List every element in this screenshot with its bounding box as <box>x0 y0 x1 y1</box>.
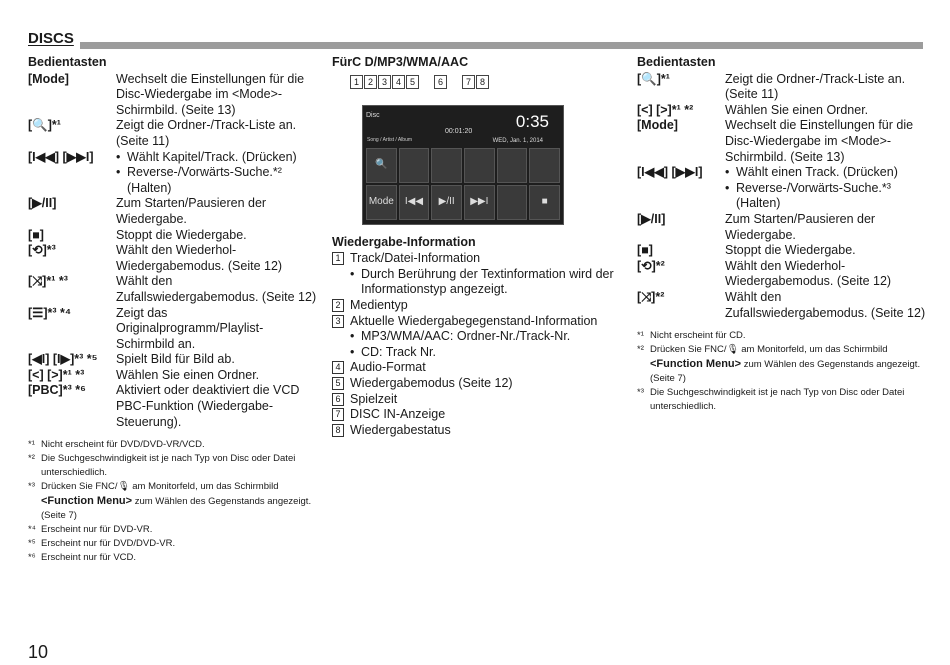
empty-button[interactable] <box>497 148 528 183</box>
number-box: 3 <box>332 315 344 328</box>
control-description: Wechselt die Einstellungen für die Disc-Wiedergabe im <Mode>-Schirmbild. (Seite 13) <box>725 118 914 164</box>
control-key: [◀I] [I▶]*³ *⁵ <box>28 352 98 367</box>
callout-box: 3 <box>378 75 391 89</box>
callout-box: 1 <box>350 75 363 89</box>
bullet-text: Wählt einen Track. (Drücken) <box>736 165 898 180</box>
control-description: Spielt Bild für Bild ab. <box>116 352 235 367</box>
control-row <box>28 150 318 197</box>
control-key: [I◀◀] [▶▶I] <box>28 149 94 164</box>
control-key: [⟲]*² <box>637 258 665 273</box>
info-item-number <box>332 407 350 423</box>
callout-box: 5 <box>406 75 419 89</box>
info-item-text: Track/Datei-Information <box>350 251 481 266</box>
control-key: [🔍]*¹ <box>637 71 670 86</box>
search-button[interactable] <box>366 148 397 183</box>
bullet-mark: • <box>116 149 121 164</box>
empty-button[interactable] <box>399 148 430 183</box>
info-item-number <box>332 376 350 392</box>
bullet-mark: • <box>350 266 355 281</box>
footnote-mark: *⁶ <box>28 552 36 564</box>
column-controls-dvd <box>28 55 318 565</box>
control-description: Aktiviert oder deaktiviert die VCD PBC-Funktion (Wiedergabe-Steuerung). <box>116 383 300 429</box>
control-row <box>637 72 927 103</box>
control-key: [■] <box>637 243 653 258</box>
footnote-mark: *² <box>28 453 35 465</box>
function-menu-label: <Function Menu> <box>41 495 133 508</box>
control-row <box>28 383 318 430</box>
clock: 0:35 <box>515 111 549 131</box>
footnote-text <box>650 343 927 386</box>
info-item-number <box>332 251 350 298</box>
info-item-body <box>350 251 622 298</box>
footnote-text <box>650 386 927 414</box>
control-key: [I◀◀] [▶▶I] <box>637 165 703 180</box>
control-key: [☰]*³ *⁴ <box>28 305 72 320</box>
disc-label: Disc <box>366 111 380 119</box>
control-description: Stoppt die Wiedergabe. <box>725 243 856 258</box>
footnote-text <box>41 523 318 537</box>
bullet-mark: • <box>116 165 121 180</box>
info-item <box>332 298 622 314</box>
footnote-text-part: Drücken Sie FNC/🎙 am Monitorfeld, um das Schirmbild <box>41 481 279 493</box>
search-icon: 🔍 <box>375 159 388 171</box>
number-box: 6 <box>332 393 344 406</box>
bullet-mark: • <box>725 165 730 180</box>
control-key: [⤨]*² <box>637 289 665 304</box>
footnotes <box>28 438 318 565</box>
bullet-item <box>725 165 927 181</box>
info-item-body <box>350 314 622 361</box>
callout-box: 7 <box>462 75 475 89</box>
track-info[interactable]: Song / Artist / Album <box>367 136 413 143</box>
control-description: Zeigt das Originalprogramm/Playlist-Schirmbild an. <box>116 305 264 351</box>
control-key: [Mode] <box>637 118 678 133</box>
bullet-item <box>350 267 622 298</box>
bullet-mark: • <box>350 344 355 359</box>
bullet-text: Reverse-/Vorwärts-Suche.*³ (Halten) <box>736 180 891 211</box>
column-controls-cd <box>637 55 927 414</box>
footnote-text-part: zum Wählen des Gegenstands angezeigt. (Seite 7) <box>650 359 921 385</box>
control-row <box>28 352 318 368</box>
footnote-text-part: Die Suchgeschwindigkeit ist je nach Typ von Disc oder Datei unterschiedlich. <box>650 387 905 413</box>
page-number: 10 <box>28 642 49 662</box>
footnote <box>28 551 318 565</box>
button-grid <box>366 148 560 220</box>
control-description: Wählen Sie einen Ordner. <box>725 102 869 117</box>
control-key: [■] <box>28 227 44 242</box>
footnote-text <box>41 452 318 480</box>
screen-diagram <box>332 75 572 225</box>
stop-button[interactable] <box>529 185 560 220</box>
control-row <box>637 290 927 321</box>
control-description: Stoppt die Wiedergabe. <box>116 227 247 242</box>
footnote <box>28 452 318 480</box>
number-box: 5 <box>332 377 344 390</box>
info-item-number <box>332 423 350 439</box>
control-description: Zum Starten/Pausieren der Wiedergabe. <box>725 211 876 242</box>
info-item <box>332 423 622 439</box>
footnote-text <box>41 480 318 523</box>
control-row <box>28 306 318 353</box>
footnote-mark: *³ <box>637 387 644 399</box>
info-item-text: DISC IN-Anzeige <box>350 407 446 422</box>
footnote-text-part: Erscheint nur für DVD/DVD-VR. <box>41 538 176 550</box>
footnote-text <box>650 329 927 343</box>
control-key: [<] [>]*¹ *² <box>637 102 694 117</box>
footnote-mark: *¹ <box>637 330 644 342</box>
control-description: Wählt den Zufallswiedergabemodus. (Seite 12) <box>116 274 317 304</box>
bullet-text: Durch Berührung der Textinformation wird der Informationstyp angezeigt. <box>361 266 614 297</box>
control-description: Zeigt die Ordner-/Track-Liste an. (Seite 11) <box>116 118 297 148</box>
info-item-number <box>332 314 350 361</box>
number-box: 8 <box>332 424 344 437</box>
footnote <box>637 386 927 414</box>
footnote <box>637 329 927 343</box>
bullet-item <box>116 150 318 166</box>
footnote-text-part: Nicht erscheint für DVD/DVD-VR/VCD. <box>41 439 205 451</box>
footnote <box>28 480 318 523</box>
info-item-text: Medientyp <box>350 297 408 312</box>
bullet-item <box>725 181 927 212</box>
bullet-text: CD: Track Nr. <box>361 344 437 359</box>
control-description <box>116 150 318 197</box>
control-row <box>637 165 927 212</box>
callout-box: 8 <box>476 75 489 89</box>
footnote-mark: *³ <box>28 481 35 493</box>
callout-numbers <box>350 75 550 91</box>
number-box: 1 <box>332 252 344 265</box>
info-item-number <box>332 298 350 314</box>
control-description: Zum Starten/Pausieren der Wiedergabe. <box>116 196 267 226</box>
info-item-text: Aktuelle Wiedergabegegenstand-Information <box>350 313 598 328</box>
play-pause-button[interactable] <box>431 185 462 220</box>
playback-screen <box>362 105 564 225</box>
play-pause-icon: ▶/II <box>438 196 455 208</box>
bullet-mark: • <box>350 329 355 344</box>
info-item <box>332 251 622 298</box>
info-item <box>332 392 622 408</box>
footnote-text <box>41 438 318 452</box>
bullet-item <box>350 329 622 345</box>
footnote <box>28 537 318 551</box>
footnote-text <box>41 537 318 551</box>
info-item-number <box>332 360 350 376</box>
empty-button[interactable] <box>497 185 528 220</box>
info-item-body <box>350 423 622 439</box>
info-item-text: Wiedergabestatus <box>350 422 451 437</box>
control-description: Wählt den Zufallswiedergabemodus. (Seite 12) <box>725 289 926 320</box>
control-row <box>637 259 927 290</box>
control-key: [🔍]*¹ <box>28 118 61 133</box>
control-key: [⟲]*³ <box>28 243 56 258</box>
control-row <box>637 212 927 243</box>
column-cd-info <box>332 55 622 438</box>
footnote-text-part: Drücken Sie FNC/🎙 am Monitorfeld, um das Schirmbild <box>650 344 888 356</box>
info-item-body <box>350 376 622 392</box>
control-row <box>28 228 318 244</box>
footnote <box>28 438 318 452</box>
control-description: Wählt den Wiederhol-Wiedergabemodus. (Seite 12) <box>116 243 283 273</box>
footnote-mark: *⁵ <box>28 538 36 550</box>
control-key: [▶/II] <box>637 211 666 226</box>
info-item-body <box>350 360 622 376</box>
control-description: Wählen Sie einen Ordner. <box>116 367 260 382</box>
footnote-text-part: Erscheint nur für DVD-VR. <box>41 524 153 536</box>
empty-button[interactable] <box>529 148 560 183</box>
control-row <box>637 118 927 165</box>
info-item-body <box>350 392 622 408</box>
footnote-text <box>41 551 318 565</box>
info-item <box>332 314 622 361</box>
number-box: 4 <box>332 361 344 374</box>
page-header <box>28 30 923 50</box>
footnote-text-part: Nicht erscheint für CD. <box>650 330 746 342</box>
control-row <box>28 368 318 384</box>
info-item-text: Spielzeit <box>350 391 398 406</box>
footnotes <box>637 329 927 414</box>
page-title: DISCS <box>28 30 74 47</box>
control-row <box>28 118 318 149</box>
info-item <box>332 407 622 423</box>
control-key: [PBC]*³ *⁶ <box>28 383 86 398</box>
bullet-item <box>350 345 622 361</box>
control-description <box>725 165 927 212</box>
callout-box: 4 <box>392 75 405 89</box>
next-button[interactable] <box>464 185 495 220</box>
stop-icon: ■ <box>541 196 548 208</box>
previous-button[interactable] <box>399 185 430 220</box>
empty-button[interactable] <box>464 148 495 183</box>
bullet-text: MP3/WMA/AAC: Ordner-Nr./Track-Nr. <box>361 329 571 344</box>
control-description: Wechselt die Einstellungen für die Disc-Wiedergabe im <Mode>-Schirmbild. (Seite 13) <box>116 71 305 117</box>
info-item-text: Wiedergabemodus (Seite 12) <box>350 375 513 390</box>
callout-box: 6 <box>434 75 447 89</box>
footnote <box>637 343 927 386</box>
control-row <box>637 103 927 119</box>
control-description: Wählt den Wiederhol-Wiedergabemodus. (Seite 12) <box>725 258 892 289</box>
footnote-mark: *⁴ <box>28 524 36 536</box>
info-item-body <box>350 298 622 314</box>
function-menu-label: <Function Menu> <box>650 358 742 371</box>
bullet-mark: • <box>725 180 730 195</box>
footnote-text-part: zum Wählen des Gegenstands angezeigt. (Seite 7) <box>41 496 312 522</box>
number-box: 2 <box>332 299 344 312</box>
control-row <box>637 243 927 259</box>
control-description: Zeigt die Ordner-/Track-Liste an. (Seite 11) <box>725 71 906 102</box>
callout-box: 2 <box>364 75 377 89</box>
control-key: [Mode] <box>28 71 69 86</box>
control-row <box>28 196 318 227</box>
section-title: Bedientasten <box>637 55 716 69</box>
info-item-text: Audio-Format <box>350 360 426 375</box>
control-row <box>28 72 318 119</box>
info-item <box>332 376 622 392</box>
footnote-mark: *¹ <box>28 439 35 451</box>
footnote-text-part: Die Suchgeschwindigkeit ist je nach Typ von Disc oder Datei unterschiedlich. <box>41 453 296 479</box>
control-row <box>28 274 318 305</box>
footnote-mark: *² <box>637 344 644 356</box>
info-title: Wiedergabe-Information <box>332 234 476 249</box>
control-key: [<] [>]*¹ *³ <box>28 367 85 382</box>
header-rule <box>80 42 923 49</box>
number-box: 7 <box>332 408 344 421</box>
date: WED, Jan. 1, 2014 <box>492 137 543 144</box>
section-title: FürC D/MP3/WMA/AAC <box>332 55 469 69</box>
play-time: 00:01:20 <box>445 127 473 135</box>
bullet-text: Wählt Kapitel/Track. (Drücken) <box>127 149 297 164</box>
bullet-text: Reverse-/Vorwärts-Suche.*² (Halten) <box>127 165 282 195</box>
control-row <box>28 243 318 274</box>
footnote <box>28 523 318 537</box>
control-key: [▶/II] <box>28 196 57 211</box>
previous-icon: I◀◀ <box>404 196 424 208</box>
info-item-body <box>350 407 622 423</box>
mode-button[interactable]: Mode <box>366 185 397 220</box>
bullet-item <box>116 165 318 196</box>
info-item-number <box>332 392 350 408</box>
empty-button[interactable] <box>431 148 462 183</box>
section-title: Bedientasten <box>28 55 107 69</box>
footnote-text-part: Erscheint nur für VCD. <box>41 552 137 564</box>
control-key: [⤨]*¹ *³ <box>28 274 68 289</box>
next-icon: ▶▶I <box>470 196 489 208</box>
info-item <box>332 360 622 376</box>
